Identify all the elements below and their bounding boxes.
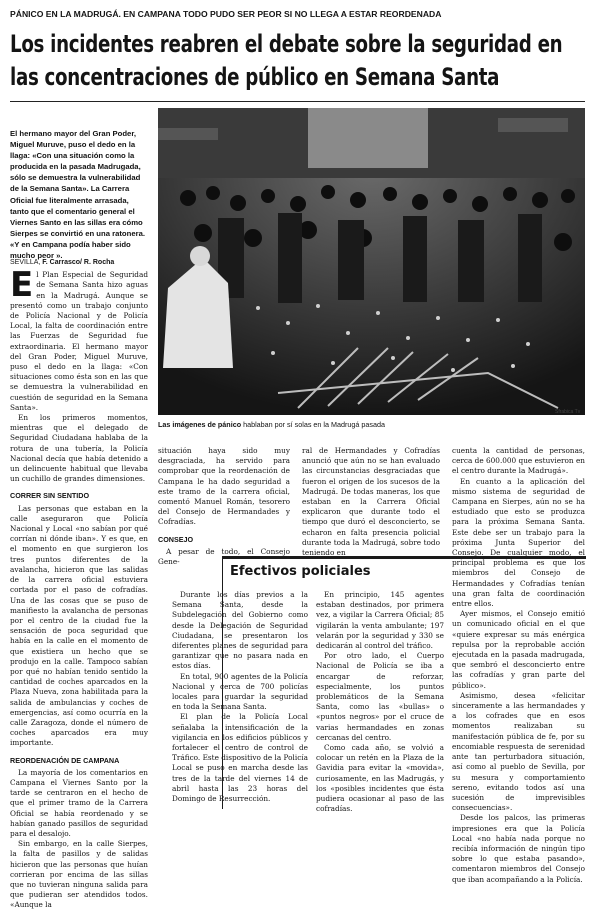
paragraph: Por otro lado, el Cuerpo Nacional de Policía se iba a encargar de reforzar, especialmente, los puntos problemáticos de la Semana Santa, como las «bullas» o «puntos negros» por el cruce de varias hermandades en zonas cercanas del centro. (316, 651, 444, 742)
box-column-right (316, 590, 444, 814)
lead-paragraph (10, 265, 148, 413)
paragraph: En cuanto a la aplicación del mismo sistema de seguridad de Campana en Sierpes, aún no se ha estudiado que esto se produzca para la próxima Semana Santa. Este debe ser un trabajo para la próxima Junta Superior del Consejo. De cualquier modo, el principal problema es que los miembros del Consejo de Hermandades y Cofradías tenían una gran falta de coordinación entre ellos. (452, 476, 585, 609)
paragraph: Durante los días previos a la Semana Santa, desde la Subdelegación del Gobierno como desde la Delegación de Seguridad Ciudadana, se presentaron los diferentes planes de seguridad para garantizar que no pasara nada en estos días. (172, 590, 308, 671)
caption-bold: Las imágenes de pánico (158, 420, 242, 429)
standfirst: El hermano mayor del Gran Poder, Miguel Muruve, puso el dedo en la llaga: «Con una situación como la producida en la pasada Madrugada, sólo se demuestra la vulnerabilidad de la Semana Santa». La Carrera Oficial fue literalmente arrasada, tanto que el comentario general el Viernes Santo en las sillas era cómo Sierpes se convirtió en una ratonera. «Y en Campana podía haber sido mucho peor ». (10, 129, 146, 261)
crowd-photo (158, 108, 585, 415)
paragraph: En principio, 145 agentes estaban destinados, por primera vez, a vigilar la Carrera Oficial; 85 vigilarán la venta ambulante; 197 velarán por la seguridad y 330 se dedicarán al control del tráfico. (316, 590, 444, 651)
paragraph: Desde los palcos, las primeras impresiones era que la Policía Local «no había nada porque no recibía información de ningún tipo sobre lo que estaba pasando», comentaron miembros del Consejo que iban acompañando a la Policía. (452, 813, 585, 884)
caption-rest: hablaban por sí solas en la Madrugá pasada (241, 420, 385, 429)
paragraph: En los primeros momentos, mientras que el delegado de Seguridad Ciudadana hablaba de la rotura de una tubería, la Policía Nacional decía que había detenido a un delincuente habitual que llevaba un cuchillo de grandes dimensiones. (10, 413, 148, 484)
headline-rule (10, 101, 585, 102)
paragraph: En total, 900 agentes de la Policía Nacional y cerca de 700 policías locales para guardar la seguridad en toda la Semana Santa. (172, 671, 308, 712)
kicker-rest: EN CAMPANA TODO PUDO SER PEOR SI NO LLEGA A ESTAR REORDENADA (120, 9, 442, 19)
byline-place: SEVILLA, (10, 259, 43, 266)
crowd-photo-drawing (158, 108, 585, 415)
headline (10, 28, 563, 94)
subhead-consejo: CONSEJO (158, 534, 194, 544)
paragraph: El plan de la Policía Local señalaba la intensificación de la vigilancia en los edificios públicos y fortalecer el centro de control de Tráfico. Este dispositivo de la Policía Local se puso en marcha desde las tres de la tarde del viernes 14 de abril hasta las 23 horas del Domingo de Resurrección. (172, 712, 308, 804)
paragraph: situación haya sido muy desgraciada, ha servido para comprobar que la reordenación de Campana le ha dado seguridad a este tramo de la carrera oficial, comentó Manuel Román, tesorero del Consejo de Hermandades y Cofradías. (158, 446, 290, 527)
byline (10, 258, 148, 268)
body-column-3 (302, 446, 440, 558)
byline-authors: F. Carrasco/ R. Rocha (42, 259, 115, 266)
paragraph: A pesar de todo, el Consejo Gene- (158, 546, 290, 567)
paragraph: Sin embargo, en la calle Sierpes, la falta de pasillos y de salidas hicieron que las personas que huían corrieran por encima de las sillas que no tuvieran ninguna salida para que pudieran ser atendidos todos. «Aunque la (10, 839, 148, 910)
section-kicker (10, 9, 585, 19)
paragraph: Las personas que estaban en la calle aseguraron que Policía Nacional y Local «no sabían por qué corrían ni dónde iban». Y es que, en el momento en que surgieron los tres puntos diferentes de la avalancha, hicieron que las salidas de la carrera oficial estuviera cortada por el paso de cofradías. Una de las cosas que se puso de manifiesto la avalancha de personas por el centro de la ciudad fue la sensación de poca seguridad que había en la calle en el momento de que existiera un hecho que se produjo en la calle. Tampoco sabían por qué no habían tenido sentido la cantidad de coches aparcados en la Plaza Nueva, zona habilitada para la salida de ambulancias y coches de emergencias, así como ocurría en la calle Zaragoza, donde el número de coches aparcados era muy importante. (10, 503, 148, 748)
photo-credit: Sfrabica Tv (555, 409, 581, 415)
headline-line-2: las concentraciones de público en Semana Santa (10, 63, 500, 91)
paragraph: Ayer mismos, el Consejo emitió un comunicado oficial en el que «quiere expresar su más enérgica repulsa por la reprobable acción ejecutada en la pasada madrugada, que sembró el desconcierto entre las cofradías y gran parte del público». (452, 609, 585, 690)
body-column-2 (158, 446, 290, 567)
paragraph: cuenta la cantidad de personas, cerca de 600.000 que estuvieron en el centro durante la Madrugá». (452, 446, 585, 476)
headline-line-1: Los incidentes reabren el debate sobre la seguridad en (10, 30, 563, 58)
lead-text: l Plan Especial de Seguridad de Semana Santa hizo aguas en la Madrugá. Aunque se presentó como un trabajo conjunto de Policía Nacional y de Policía Local, la falta de coordinación entre las Fuerzas de Seguridad fue extraordinaria. El hermano mayor del Gran Poder, Miguel Muruve, puso el dedo en la llaga: «Con situaciones como ésta son en las que se demuestra la vulnerabilidad en cuestión de seguridad en la Semana Santa». (10, 270, 148, 412)
body-column-1 (10, 258, 148, 910)
paragraph: Asimismo, desea «felicitar sinceramente a las hermandades y a los cofrades que en esos momentos realizaban su manifestación pública de fe, por su encomiable respuesta de serenidad ante tan perturbadora situación, así como al pueblo de Sevilla, por su mesura y comportamiento sereno, evitando todos así una sucesión de imprevisibles consecuencias». (452, 690, 585, 813)
subhead-reordenacion: REORDENACIÓN DE CAMPANA (10, 755, 120, 765)
photo-caption (158, 420, 585, 430)
box-column-left (172, 590, 308, 804)
paragraph: Como cada año, se volvió a colocar un retén en la Plaza de la Gavidia para evitar la «movida», curiosamente, en las Madrugás, y los «posibles incidentes que ésta pudiera ocasionar al paso de las cofradías. (316, 743, 444, 814)
kicker-bold: PÁNICO EN LA MADRUGÁ. (10, 9, 121, 19)
drop-cap: E (10, 265, 34, 306)
box-title: Efectivos policiales (230, 564, 371, 579)
paragraph: La mayoría de los comentarios en Campana el Viernes Santo por la tarde se centraron en el hecho de que el primer tramo de la Carrera Oficial se había reordenado y se habían ganado pasillos de seguridad para el desalojo. (10, 767, 148, 838)
paragraph: ral de Hermandades y Cofradías anunció que aún no se han evaluado las circunstancias desgraciadas que fueron el origen de los sucesos de la Madrugá. De todas maneras, los que estaban en la Carrera Oficial explicaron que durante todo el tiempo que duró el desconcierto, se echaron en falta presencia policial durante toda la Madrugá, sobre todo teniendo en (302, 446, 440, 558)
subhead-correr: CORRER SIN SENTIDO (10, 491, 90, 501)
